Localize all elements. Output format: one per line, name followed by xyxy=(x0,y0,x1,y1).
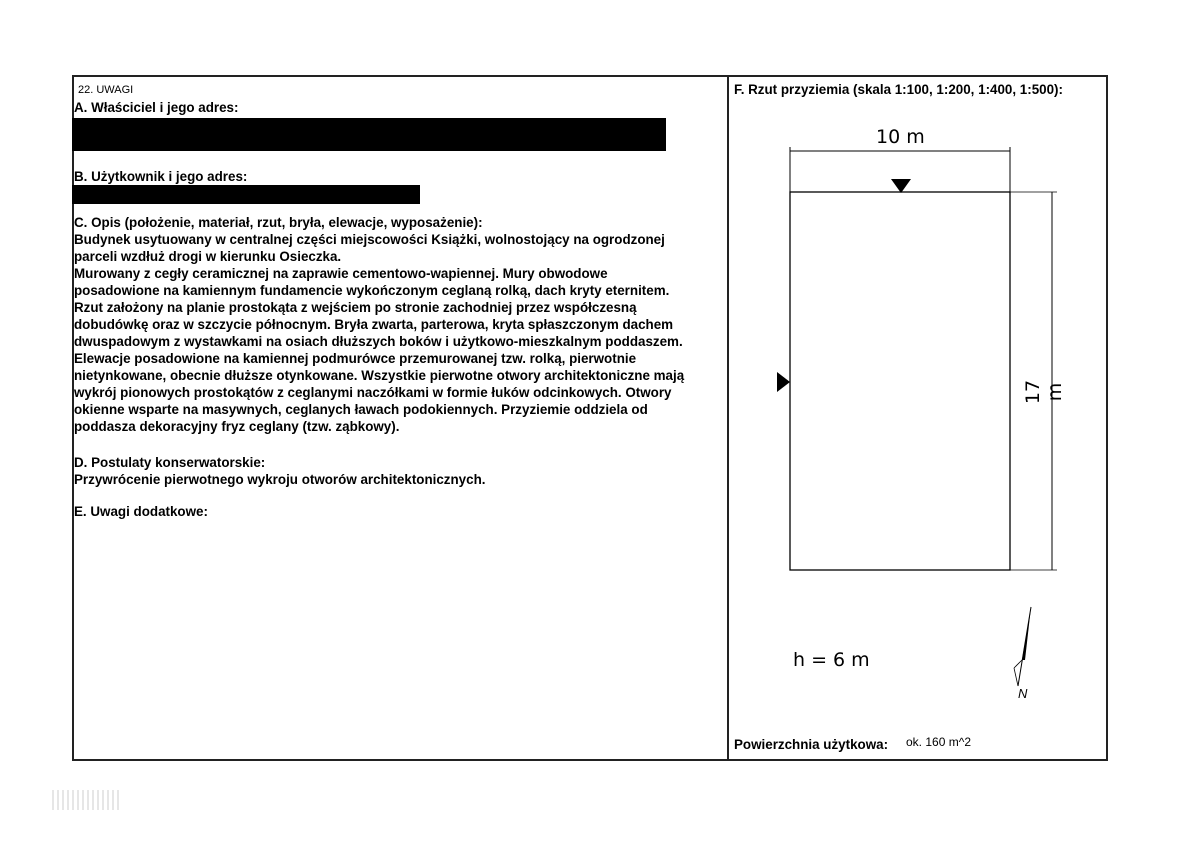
section-number: 22. UWAGI xyxy=(78,84,134,96)
area-value: ok. 160 m^2 xyxy=(906,735,971,749)
height-label: h = 6 m xyxy=(793,649,870,671)
width-label: 10 m xyxy=(876,126,925,148)
north-label: N xyxy=(1018,686,1028,701)
floor-plan-title: F. Rzut przyziemia (skala 1:100, 1:200, 1:400, 1:500): xyxy=(734,82,1063,97)
scan-artifact xyxy=(52,790,122,810)
building-outline xyxy=(790,192,1010,570)
owner-label: A. Właściciel i jego adres: xyxy=(74,100,239,115)
description-label: C. Opis (położenie, materiał, rzut, bryła, elewacje, wyposażenie): xyxy=(74,215,483,230)
postulates-label: D. Postulaty konserwatorskie: xyxy=(74,455,266,470)
user-label: B. Użytkownik i jego adres: xyxy=(74,169,248,184)
owner-redaction xyxy=(72,118,666,151)
entrance-north-marker xyxy=(891,179,911,193)
area-label: Powierzchnia użytkowa: xyxy=(734,737,889,752)
length-label: 17 m xyxy=(1022,379,1066,405)
postulates-text: Przywrócenie pierwotnego wykroju otworów architektonicznych. xyxy=(74,472,486,487)
entrance-west-marker xyxy=(777,372,790,392)
description-text: Budynek usytuowany w centralnej części miejscowości Książki, wolnostojący na ogrodzonej parceli wzdłuż drogi w kierunku Osieczka. Murowany z cegły ceramicznej na zaprawie cementowo-wapiennej. Mury obwodowe posadowione na kamiennym fundamencie wykończonym ceglaną rolką, dach kryty eternitem. Rzut założony na planie prostokąta z wejściem po stronie zachodniej przez współczesną dobudówkę oraz w szczycie północnym. Bryła zwarta, parterowa, kryta spłaszczonym dachem dwuspadowym z wystawkami na osiach dłuższych boków i użytkowo-mieszkalnym poddaszem. Elewacje posadowione na kamiennej podmurówce przemurowanej tzw. rolką, pierwotnie nietynkowane, obecnie dłuższe otynkowane. Wszystkie pierwotne otwory architektoniczne mają wykrój pionowych prostokątów z ceglanymi naczółkami w formie łuków odcinkowych. Otwory okienne wsparte na masywnych, ceglanych ławach podokiennych. Przyziemie oddziela od poddasza dekoracyjny fryz ceglany (tzw. ząbkowy). xyxy=(74,232,685,434)
north-arrow-icon xyxy=(1014,607,1031,686)
additional-remarks-label: E. Uwagi dodatkowe: xyxy=(74,504,208,519)
user-redaction xyxy=(72,185,420,204)
